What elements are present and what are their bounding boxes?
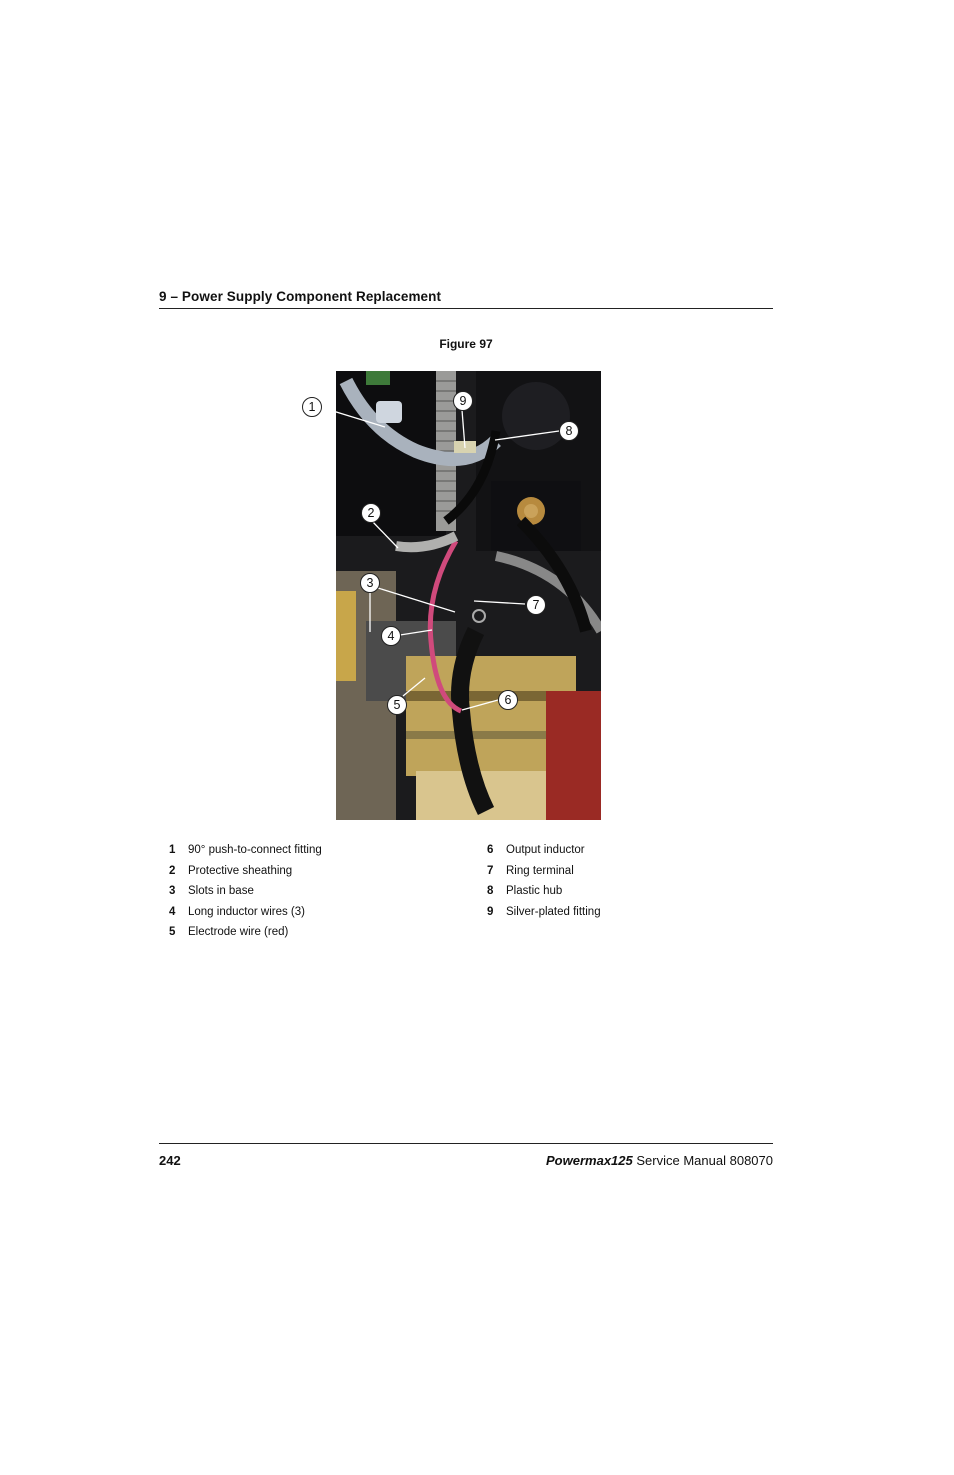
callout-6: 6 — [498, 690, 518, 710]
legend-item: 4 Long inductor wires (3) — [169, 905, 305, 918]
legend-item: 6 Output inductor — [487, 844, 585, 856]
doc-title: Service Manual — [636, 1153, 726, 1168]
legend-item: 7 Ring terminal — [487, 864, 574, 877]
legend-item: 1 90° push-to-connect fitting — [169, 844, 322, 856]
footer-doc-info — [546, 1153, 773, 1168]
callout-9: 9 — [453, 391, 473, 411]
callout-8: 8 — [559, 421, 579, 441]
callout-3: 3 — [360, 573, 380, 593]
legend-item: 3 Slots in base — [169, 885, 254, 897]
legend-right-column — [487, 844, 601, 926]
callout-4: 4 — [381, 626, 401, 646]
callout-2: 2 — [361, 503, 381, 523]
legend-item: 9 Silver-plated fitting — [487, 905, 601, 918]
product-name: Powermax125 — [546, 1153, 633, 1168]
header-rule — [159, 308, 773, 309]
figure-caption: Figure 97 — [439, 337, 493, 351]
chapter-heading: 9 – Power Supply Component Replacement — [159, 289, 442, 304]
callout-5: 5 — [387, 695, 407, 715]
legend-item: 2 Protective sheathing — [169, 864, 293, 877]
page-number: 242 — [159, 1153, 181, 1168]
legend-left-column — [169, 844, 322, 947]
doc-number: 808070 — [729, 1153, 773, 1168]
callout-1: 1 — [302, 397, 322, 417]
callout-7: 7 — [526, 595, 546, 615]
figure-photo — [336, 371, 601, 820]
legend-item: 5 Electrode wire (red) — [169, 926, 289, 938]
legend-item: 8 Plastic hub — [487, 885, 563, 897]
footer-rule — [159, 1143, 773, 1144]
